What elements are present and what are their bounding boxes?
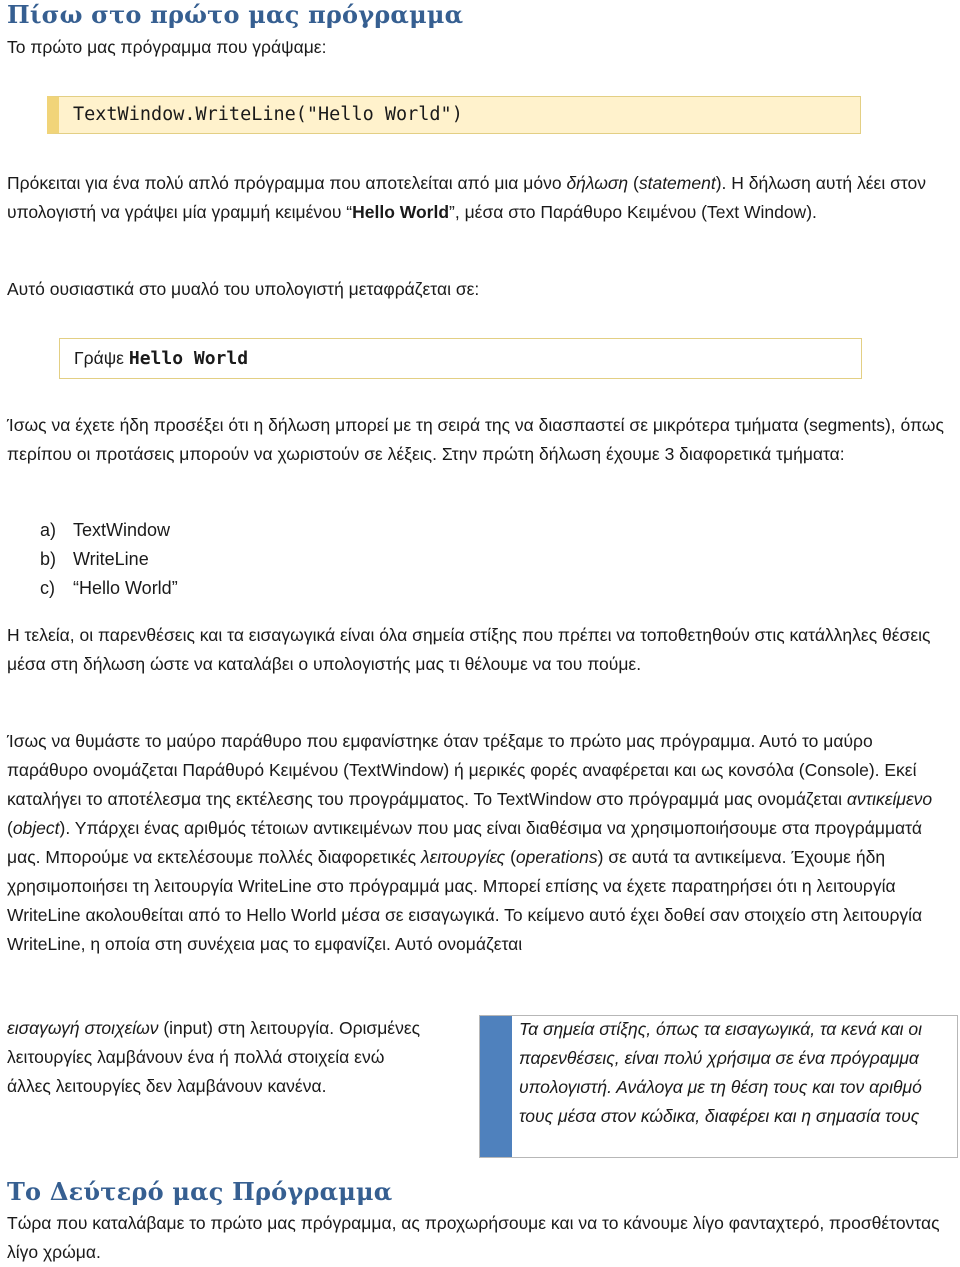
code-block-hello-world: TextWindow.WriteLine("Hello World"): [47, 96, 861, 134]
translation-paragraph: Αυτό ουσιαστικά στο μυαλό του υπολογιστή μεταφράζεται σε:: [7, 279, 480, 299]
sidebar-note: [479, 1015, 958, 1158]
second-program-intro: Τώρα που καταλάβαμε το πρώτο μας πρόγραμμα, ας προχωρήσουμε και να το κάνουμε λίγο φανταχτερό, προσθέτοντας λίγο χρώμα.: [7, 1213, 940, 1262]
pseudo-code-block: Γράψε Hello World: [59, 338, 862, 379]
intro-paragraph: Το πρώτο μας πρόγραμμα που γράψαμε:: [7, 37, 327, 57]
list-item: b) WriteLine: [40, 549, 149, 569]
segments-list: [40, 516, 178, 603]
segments-paragraph: Ίσως να έχετε ήδη προσέξει ότι η δήλωση μπορεί με τη σειρά της να διασπαστεί σε μικρότερα τμήματα (segments), όπως περίπου οι προτάσεις μπορούν να χωριστούν σε λέξεις. Στην πρώτη δήλωση έχουμε 3 διαφορετικά τμήματα:: [7, 415, 944, 464]
note-text: Τα σημεία στίξης, όπως τα εισαγωγικά, τα κενά και οι παρενθέσεις, είναι πολύ χρήσιμα σε ένα πρόγραμμα υπολογιστή. Ανάλογα με τη θέση τους και τον αριθμό τους μέσα στον κώδικα, διαφέρει και η σημασία τους: [519, 1019, 923, 1126]
punctuation-paragraph: Η τελεία, οι παρενθέσεις και τα εισαγωγικά είναι όλα σημεία στίξης που πρέπει να τοποθετηθούν στις κατάλληλες θέσεις μέσα στη δήλωση ώστε να καταλάβει ο υπολογιστής μας τι θέλουμε να του πούμε.: [7, 625, 931, 674]
list-item: c) “Hello World”: [40, 578, 178, 598]
section-heading-second-program: Το Δεύτερό μας Πρόγραμμα: [7, 1177, 393, 1206]
section-heading-first-program: Πίσω στο πρώτο μας πρόγραμμα: [7, 0, 464, 29]
textwindow-paragraph: Ίσως να θυμάστε το μαύρο παράθυρο που εμφανίστηκε όταν τρέξαμε το πρώτο μας πρόγραμμα. Αυτό το μαύρο παράθυρο ονομάζεται Παράθυρό Κειμένου (TextWindow) ή μερικές φορές αναφέρεται και ως κονσόλα (Console). Εκεί καταλήγει το αποτέλεσμα της εκτέλεσης του προγράμματος. Το TextWindow στο πρόγραμμά μας ονομάζεται αντικείμενο (object). Υπάρχει ένας αριθμός τέτοιων αντικειμένων που μας είναι διαθέσιμα να χρησιμοποιήσουμε στα προγράμματά μας. Μπορούμε να εκτελέσουμε πολλές διαφορετικές λειτουργίες (operations) σε αυτά τα αντικείμενα. Έχουμε ήδη χρησιμοποιήσει τη λειτουργία WriteLine στο πρόγραμμά μας. Μπορεί επίσης να έχετε παρατηρήσει ότι η λειτουργία WriteLine ακολουθείται από το Hello World μέσα σε εισαγωγικά. Το κείμενο αυτό έχει δοθεί σαν στοιχείο στη λειτουργία WriteLine, η οποία στη συνέχεια μας το εμφανίζει. Αυτό ονομάζεται: [7, 731, 933, 954]
statement-paragraph: Πρόκειται για ένα πολύ απλό πρόγραμμα που αποτελείται από μια μόνο δήλωση (statement). Η δήλωση αυτή λέει στον υπολογιστή να γράψει μία γραμμή κειμένου “Hello World”, μέσα στο Παράθυρο Κειμένου (Text Window).: [7, 173, 927, 222]
list-item: a) TextWindow: [40, 520, 171, 540]
note-accent-bar: [480, 1016, 512, 1157]
input-paragraph: εισαγωγή στοιχείων (input) στη λειτουργία. Ορισμένες λειτουργίες λαμβάνουν ένα ή πολλά στοιχεία ενώ άλλες λειτουργίες δεν λαμβάνουν κανένα.: [7, 1018, 421, 1096]
